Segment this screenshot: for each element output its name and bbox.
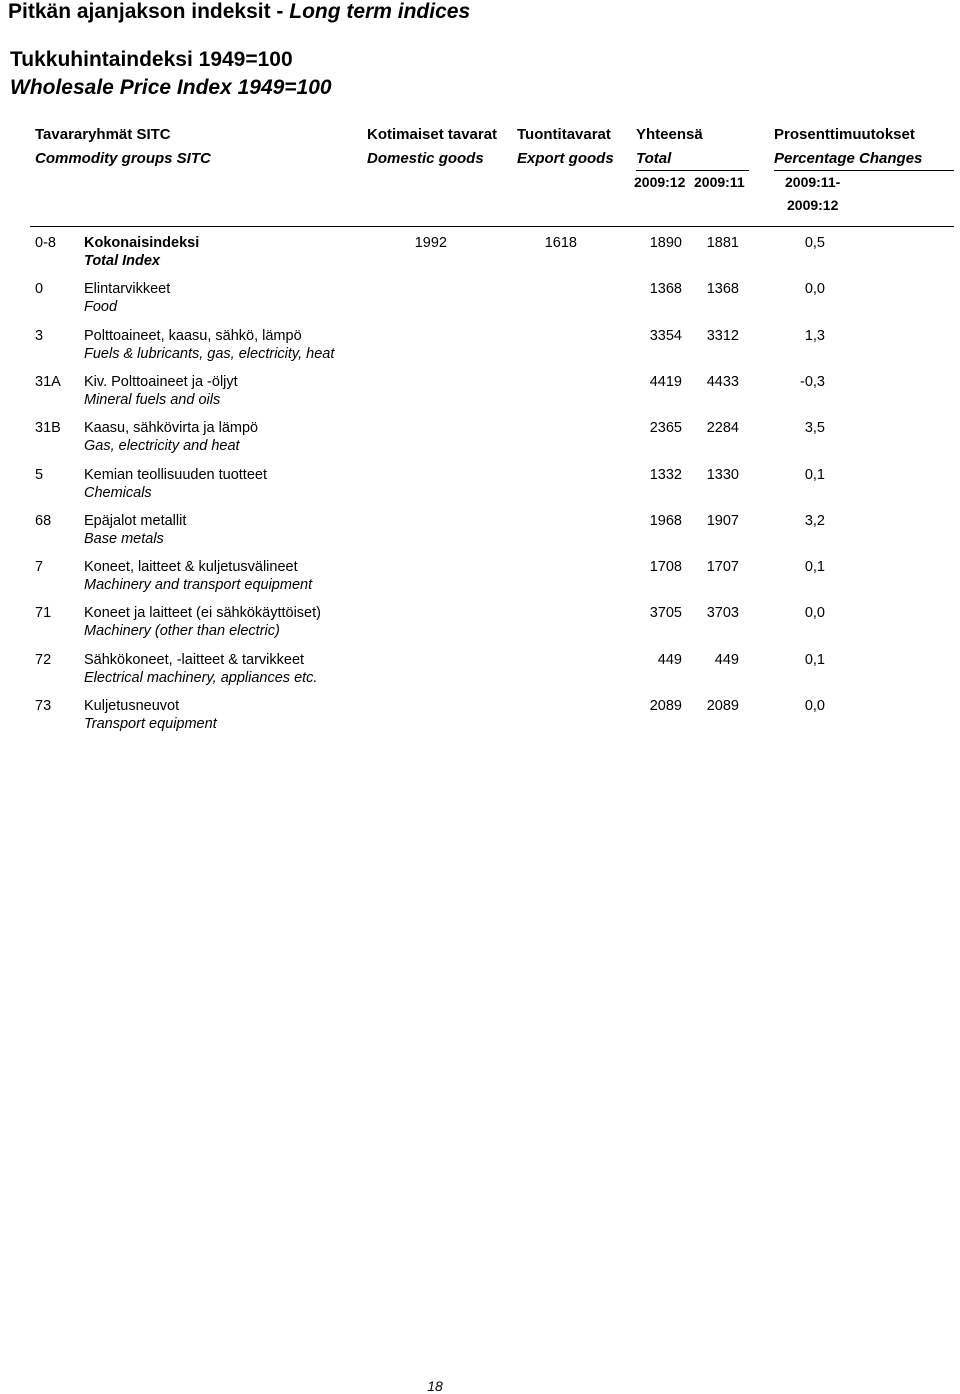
row-total-2009-11: 449 [714,651,739,668]
row-percent-change: 0,5 [804,235,825,251]
table-row [0,605,960,651]
row-total-2009-11: 1907 [706,512,739,529]
page-number: 18 [427,1378,443,1394]
row-percent-change: 0,1 [804,466,825,483]
row-total-2009-11: 4433 [706,373,739,390]
row-label-fi: Kokonaisindeksi [84,235,200,251]
row-label-fi: Koneet, laitteet & kuljetusvälineet [84,559,298,576]
header-groups-en: Commodity groups SITC [35,150,211,167]
row-label-fi: Kuljetusneuvot [84,698,180,714]
row-label-en: Machinery and transport equipment [84,577,313,594]
page-title [8,0,470,24]
row-total-2009-11: 3312 [706,327,739,344]
table-row [0,559,960,605]
row-label-fi: Polttoaineet, kaasu, sähkö, lämpö [84,327,302,344]
row-total-2009-12: 1708 [649,559,682,576]
row-total-2009-11: 1330 [706,466,739,483]
row-total-2009-11: 1881 [706,235,739,251]
row-label-fi: Kemian teollisuuden tuotteet [84,466,267,483]
row-code: 73 [35,698,52,714]
header-groups-fi: Tavararyhmät SITC [35,126,171,143]
row-total-2009-12: 2365 [649,420,682,437]
table-row [0,420,960,466]
table-row [0,467,960,513]
row-label-en: Base metals [84,530,164,547]
row-total-2009-11: 1368 [706,281,739,298]
table-row [0,698,960,744]
row-label-en: Mineral fuels and oils [84,391,221,408]
row-total-2009-11: 3703 [706,605,739,622]
page-title-fi: Pitkän ajanjakson indeksit - [8,0,290,23]
header-export-en: Export goods [517,150,614,167]
header-export-fi: Tuontitavarat [517,126,611,143]
table-row [0,328,960,374]
row-code: 72 [35,651,52,668]
page-title-en: Long term indices [289,0,471,23]
header-domestic-en: Domestic goods [367,150,484,167]
row-domestic-value: 1992 [414,235,447,251]
row-percent-change: 0,0 [804,281,825,298]
header-total-fi: Yhteensä [636,126,703,143]
section-title-en: Wholesale Price Index 1949=100 [10,76,332,99]
row-label-fi: Elintarvikkeet [84,281,171,298]
row-label-fi: Epäjalot metallit [84,512,187,529]
row-percent-change: 0,0 [804,605,825,622]
table-row [0,374,960,420]
row-label-fi: Kiv. Polttoaineet ja -öljyt [84,373,238,390]
row-code: 3 [35,327,44,344]
row-total-2009-12: 1890 [649,235,682,251]
table-row [0,235,960,281]
row-label-en: Food [84,299,118,316]
row-percent-change: -0,3 [800,373,825,390]
row-code: 7 [35,559,44,576]
row-percent-change: 3,2 [804,512,825,529]
row-label-fi: Koneet ja laitteet (ei sähkökäyttöiset) [84,605,321,622]
row-percent-change: 0,1 [804,559,825,576]
row-total-2009-12: 3354 [649,327,682,344]
row-code: 5 [35,466,44,483]
row-total-2009-12: 3705 [649,605,682,622]
row-total-2009-11: 2284 [706,420,739,437]
row-total-2009-11: 1707 [706,559,739,576]
row-export-value: 1618 [544,235,577,251]
row-percent-change: 1,3 [804,327,825,344]
header-period-2: 2009:11 [694,174,745,190]
header-bottom-rule [30,226,954,227]
row-label-en: Total Index [84,253,160,269]
row-label-en: Chemicals [84,484,152,501]
row-label-fi: Sähkökoneet, -laitteet & tarvikkeet [84,651,305,668]
header-total-rule [636,170,749,171]
header-pct-fi: Prosenttimuutokset [774,126,915,143]
row-label-en: Transport equipment [84,716,217,732]
row-total-2009-12: 1368 [649,281,682,298]
row-label-en: Gas, electricity and heat [84,438,240,455]
row-code: 0-8 [35,235,56,251]
row-total-2009-12: 4419 [649,373,682,390]
header-pct-period-1: 2009:11- [785,174,841,190]
row-code: 71 [35,605,52,622]
row-percent-change: 0,0 [804,698,825,714]
header-period-1: 2009:12 [634,174,686,190]
section-title-fi: Tukkuhintaindeksi 1949=100 [10,48,293,71]
row-total-2009-12: 1332 [649,466,682,483]
row-label-en: Electrical machinery, appliances etc. [84,669,318,686]
row-code: 68 [35,512,52,529]
row-label-en: Fuels & lubricants, gas, electricity, heat [84,345,335,362]
table-row [0,513,960,559]
row-code: 31A [35,373,61,390]
header-pct-rule [774,170,954,171]
row-total-2009-12: 1968 [649,512,682,529]
row-code: 0 [35,281,44,298]
row-total-2009-12: 449 [657,651,682,668]
header-total-en: Total [636,150,672,167]
header-pct-period-2: 2009:12 [787,197,839,213]
row-label-fi: Kaasu, sähkövirta ja lämpö [84,420,259,437]
row-total-2009-11: 2089 [706,698,739,714]
header-domestic-fi: Kotimaiset tavarat [367,126,498,143]
row-code: 31B [35,420,61,437]
header-pct-en: Percentage Changes [774,150,923,167]
table-row [0,652,960,698]
row-percent-change: 0,1 [804,651,825,668]
table-row [0,281,960,327]
row-label-en: Machinery (other than electric) [84,623,280,640]
row-total-2009-12: 2089 [649,698,682,714]
row-percent-change: 3,5 [804,420,825,437]
